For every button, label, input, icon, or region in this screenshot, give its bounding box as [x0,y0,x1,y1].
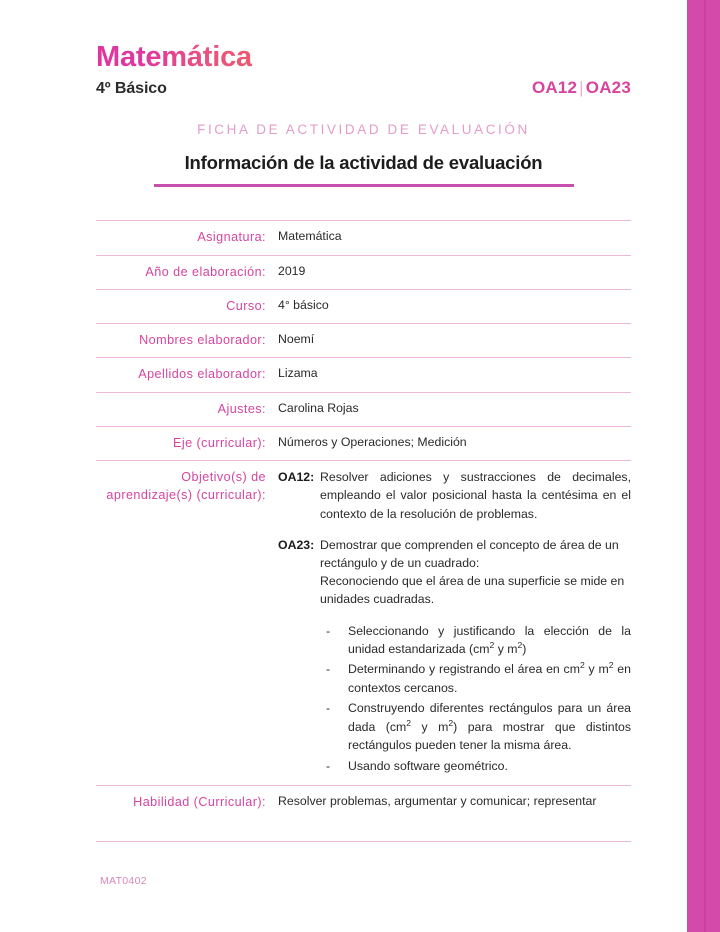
table-row-objectives [96,461,631,786]
decorative-side-band [687,0,720,932]
grade-level: 4º Básico [96,80,167,98]
objective-oa23-text: Demostrar que comprenden el concepto de área de un rectángulo y de un cuadrado: [320,537,619,570]
table-row [96,221,631,255]
list-item [326,660,631,697]
objective-oa23-subtext: Reconociendo que el área de una superficie se mide en unidades cuadradas. [320,574,625,607]
document-code: MAT0402 [100,875,147,887]
objective-oa23-tag: OA23: [278,537,315,552]
table-row [96,392,631,426]
bullet-dash-icon: - [326,701,331,716]
objective-code-first: OA12 [531,78,578,98]
row-value: 2019 [278,263,306,278]
objective-oa12-tag: OA12: [278,470,315,485]
row-label: Nombres elaborador: [139,333,266,348]
objective-code-second: OA23 [585,78,631,98]
page-title: Información de la actividad de evaluación [184,152,543,174]
activity-info-table [96,220,631,841]
list-item [326,757,631,775]
table-body [96,221,631,841]
bullet-dash-icon: - [326,662,331,677]
sheet-kicker: FICHA DE ACTIVIDAD DE EVALUACIÓN [197,122,530,138]
table-row [96,358,631,392]
row-label: Ajustes: [217,401,266,416]
row-value: Noemí [278,332,315,347]
objective-oa12 [278,468,631,523]
row-value: 4° básico [278,297,329,312]
bullet-dash-icon: - [326,623,331,638]
objectives-value [278,461,631,786]
objective-oa23 [278,536,631,775]
objective-bullet-list [278,622,631,776]
header-secondary-row [96,78,631,98]
skill-value: Resolver problemas, argumentar y comunicar; representar [278,794,597,808]
objective-oa23-line [278,536,631,572]
decorative-side-stripe [704,0,706,932]
objective-oa12-line [278,468,631,523]
table-row-skill [96,786,631,842]
table-row [96,426,631,460]
row-value: Lizama [278,366,318,381]
objective-codes [532,78,631,98]
row-label: Asignatura: [197,230,266,245]
objective-code-separator: | [579,78,584,98]
table-row [96,324,631,358]
list-item-text: Determinando y registrando el área en $cm^2$ y $m^2$ en contextos cercanos. [348,660,631,695]
row-label: Curso: [226,298,266,313]
table-row [96,255,631,289]
list-item [326,699,631,754]
list-item [326,622,631,659]
row-value: Números y Operaciones; Medición [278,434,467,449]
skill-label: Habilidad (Curricular): [133,795,266,809]
document-header [96,0,631,187]
bullet-dash-icon: - [326,758,331,773]
skill-value-cell [278,786,631,842]
list-item-text: Seleccionando y justificando la elección de la unidad estandarizada ($cm^2$ y $m^2$) [348,623,631,656]
objectives-label: Objetivo(s) de aprendizaje(s) (curricular): [106,470,266,503]
subject-title: Matemática [96,41,252,73]
list-item-text: Usando software geométrico. [348,758,508,773]
row-label: Eje (curricular): [172,435,266,450]
page-content [96,0,631,842]
row-label: Año de elaboración: [145,264,266,279]
row-label: Apellidos elaborador: [138,367,266,382]
objective-oa12-text: Resolver adiciones y sustracciones de decimales, empleando el valor posicional hasta la centésima en el contexto de la resolución de problemas. [320,470,631,521]
list-item-text: Construyendo diferentes rectángulos para un área dada ($cm^2$ y $m^2$) para mostrar que distintos rectángulos pueden tener la misma área. [348,701,631,753]
title-underline [154,184,574,187]
table-row [96,289,631,323]
row-value: Carolina Rojas [278,400,359,415]
row-value: Matemática [278,229,342,244]
